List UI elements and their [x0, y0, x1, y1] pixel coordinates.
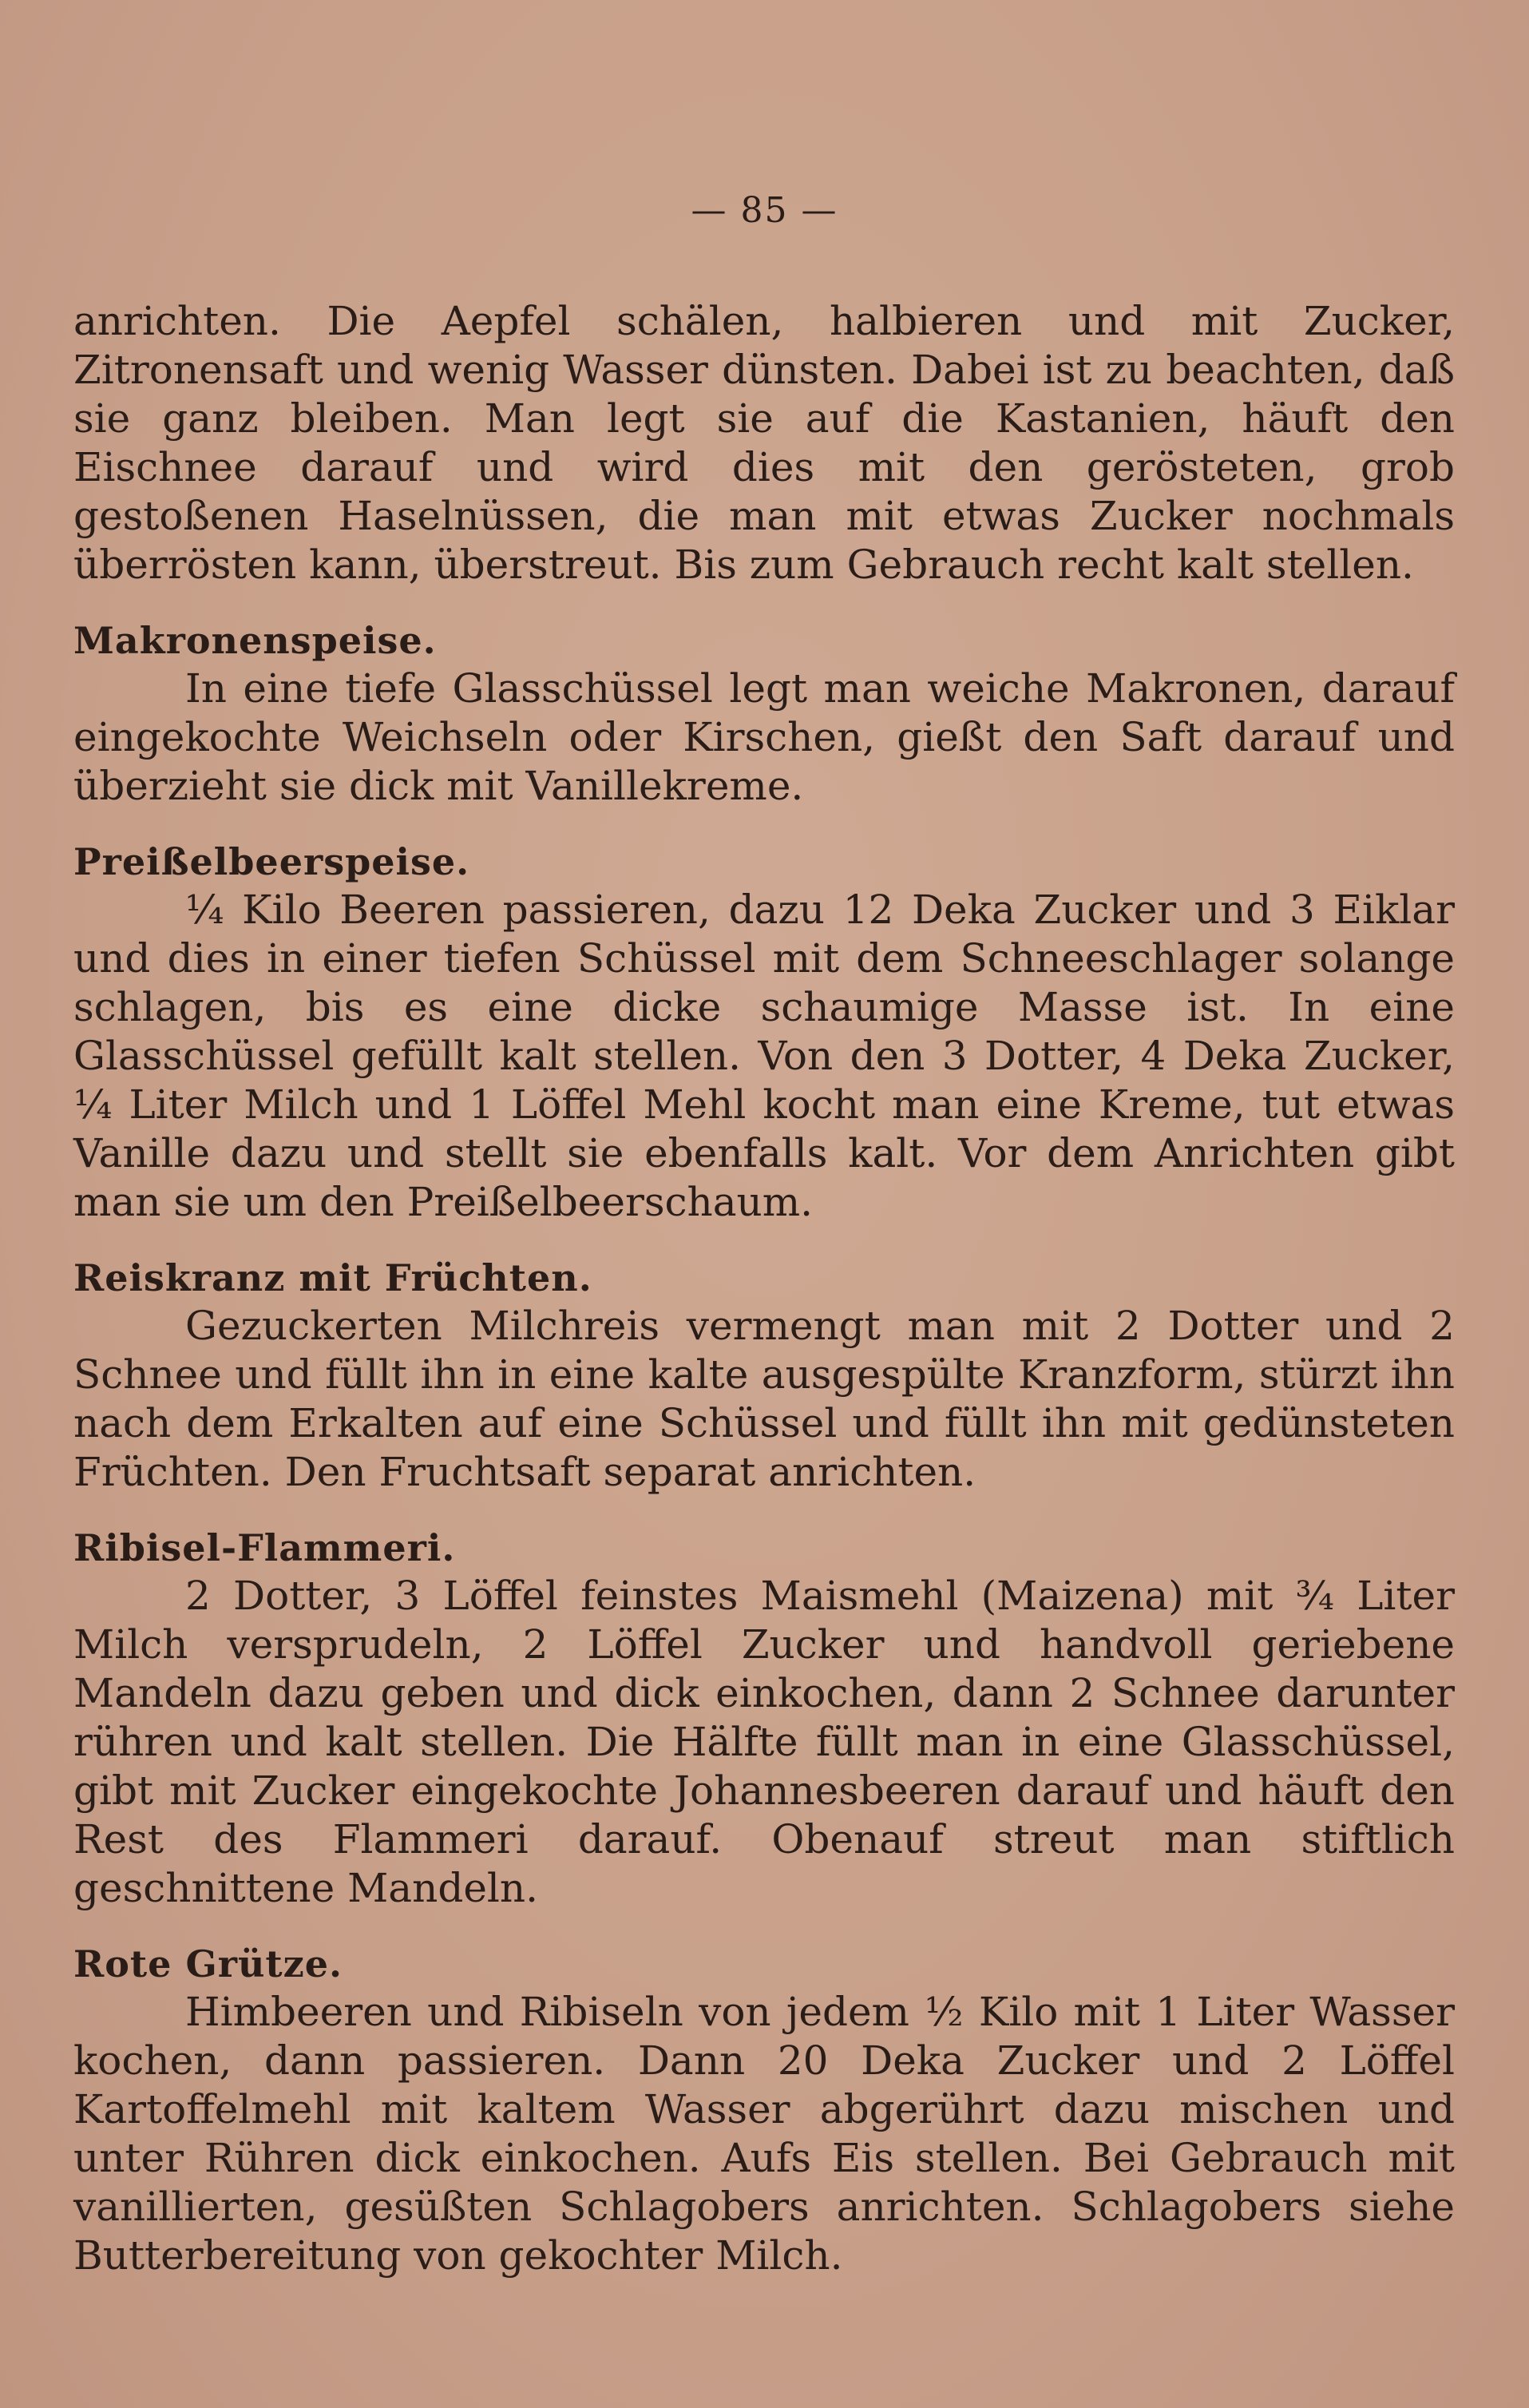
page-number: — 85 — — [691, 190, 838, 231]
recipe-title: Makronenspeise. — [73, 619, 437, 662]
recipe-preisselbeerspeise — [73, 838, 1455, 1227]
recipe-makronenspeise — [73, 617, 1455, 811]
recipe-rote-gruetze — [73, 1940, 1455, 2280]
recipe-ribisel-flammeri — [73, 1524, 1455, 1913]
recipe-text: ¼ Kilo Beeren passieren, dazu 12 Deka Zucker und 3 Eiklar und dies in einer tiefen Schüssel mit dem Schneeschlager solange schlagen, bis es eine dicke schaumige Masse ist. In eine Glasschüssel gefüllt kalt stellen. Von den 3 Dotter, 4 Deka Zucker, ¼ Liter Milch und 1 Löffel Mehl kocht man eine Kreme, tut etwas Vanille dazu und stellt sie ebenfalls kalt. Vor dem Anrichten gibt man sie um den Preißelbeerschaum. — [73, 887, 1455, 1225]
recipe-title: Preißelbeerspeise. — [73, 840, 470, 883]
page-content — [73, 297, 1455, 2280]
recipe-text: In eine tiefe Glasschüssel legt man weiche Makronen, darauf eingekochte Weichseln oder Kirschen, gießt den Saft darauf und überzieht sie dick mit Vanillekreme. — [73, 665, 1455, 809]
recipe-text: Gezuckerten Milchreis vermengt man mit 2 Dotter und 2 Schnee und füllt ihn in eine kalte ausgespülte Kranzform, stürzt ihn nach dem Erkalten auf eine Schüssel und füllt ihn mit gedünsteten Früchten. Den Fruchtsaft separat anrichten. — [73, 1303, 1455, 1495]
recipe-title: Rote Grütze. — [73, 1942, 343, 1986]
recipe-title: Ribisel-Flammeri. — [73, 1526, 456, 1569]
recipe-text: 2 Dotter, 3 Löffel feinstes Maismehl (Maizena) mit ¾ Liter Milch versprudeln, 2 Löffel Zucker und handvoll geriebene Mandeln dazu geben und dick einkochen, dann 2 Schnee darunter rühren und kalt stellen. Die Hälfte füllt man in eine Glasschüssel, gibt mit Zucker eingekochte Johannesbeeren darauf und häuft den Rest des Flammeri darauf. Obenauf streut man stiftlich geschnittene Mandeln. — [73, 1573, 1455, 1911]
recipe-reiskranz — [73, 1254, 1455, 1497]
intro-paragraph: anrichten. Die Aepfel schälen, halbieren und mit Zucker, Zitronensaft und wenig Wasser dünsten. Dabei ist zu beachten, daß sie ganz bleiben. Man legt sie auf die Kastanien, häuft den Eischnee darauf und wird dies mit den gerösteten, grob gestoßenen Haselnüssen, die man mit etwas Zucker nochmals überrösten kann, überstreut. Bis zum Gebrauch recht kalt stellen. — [73, 298, 1455, 588]
recipe-title: Reiskranz mit Früchten. — [73, 1256, 592, 1299]
recipe-text: Himbeeren und Ribiseln von jedem ½ Kilo mit 1 Liter Wasser kochen, dann passieren. Dann 20 Deka Zucker und 2 Löffel Kartoffelmehl mit kaltem Wasser abgerührt dazu mischen und unter Rühren dick einkochen. Aufs Eis stellen. Bei Gebrauch mit vanillierten, gesüßten Schlagobers anrichten. Schlagobers siehe Butterbereitung von gekochter Milch. — [73, 1989, 1455, 2279]
